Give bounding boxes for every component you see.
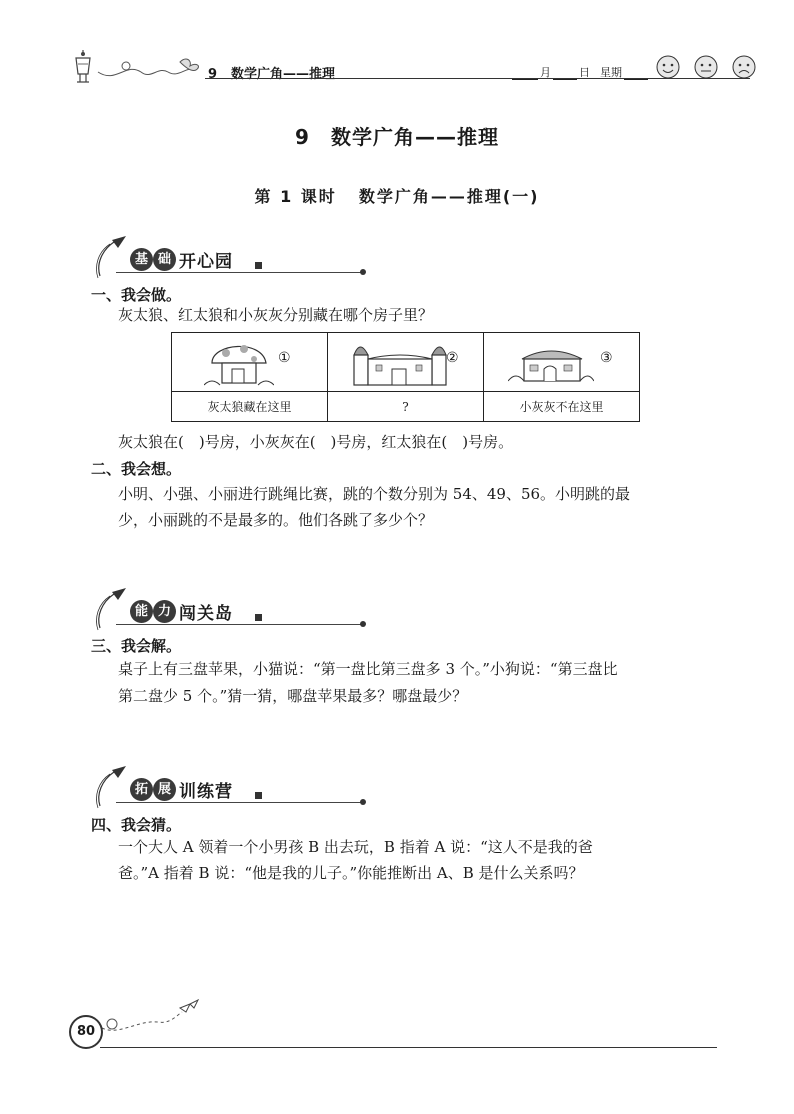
section-name: 闯关岛 bbox=[179, 604, 233, 624]
chapter-title: 9 数学广角——推理 bbox=[295, 125, 499, 149]
section-badge-char2: 力 bbox=[153, 600, 176, 623]
header-chapter-title bbox=[208, 63, 335, 82]
q4-heading: 四、我会猜。 bbox=[91, 816, 182, 834]
page-number: 80 bbox=[69, 1015, 103, 1049]
mushroom-house-icon bbox=[204, 337, 274, 389]
header-chapter-name: 数学广角——推理 bbox=[231, 67, 336, 82]
q1-answer-line: 灰太狼在( )号房，小灰灰在( )号房，红太狼在( )号房。 bbox=[118, 433, 514, 451]
house-cell-2 bbox=[328, 333, 484, 392]
section-badge-char1: 基 bbox=[130, 248, 153, 271]
lamp-icon bbox=[68, 48, 98, 88]
q2-line-2: 少，小丽跳的不是最多的。他们各跳了多少个？ bbox=[118, 511, 434, 529]
section-badge-char2: 展 bbox=[153, 778, 176, 801]
section-name: 训练营 bbox=[179, 782, 233, 802]
header-rule bbox=[205, 78, 750, 79]
day-label: 日 bbox=[579, 66, 590, 79]
house-clue-1: 灰太狼藏在这里 bbox=[172, 392, 328, 422]
lesson-prefix: 第 1 课时 bbox=[254, 187, 337, 206]
houses-table bbox=[171, 332, 640, 422]
section-badge-char1: 拓 bbox=[130, 778, 153, 801]
lesson-title bbox=[0, 184, 794, 207]
swirl-decoration-icon bbox=[96, 54, 208, 84]
stone-house-icon bbox=[508, 343, 594, 387]
weekday-label: 星期 bbox=[600, 66, 622, 79]
lesson-name: 数学广角——推理(一) bbox=[358, 187, 540, 206]
q3-line-2: 第二盘少 5 个。”猜一猜，哪盘苹果最多？哪盘最少？ bbox=[118, 687, 468, 705]
house-clue-3: 小灰灰不在这里 bbox=[484, 392, 640, 422]
paintbrush-icon bbox=[92, 588, 132, 634]
month-label: 月 bbox=[540, 66, 551, 79]
header-chapter-number: 9 bbox=[208, 67, 218, 82]
house-clue-2: ? bbox=[328, 392, 484, 422]
section-badge-char2: 础 bbox=[153, 248, 176, 271]
section-name: 开心园 bbox=[179, 252, 233, 272]
house-number-3: ③ bbox=[600, 350, 613, 366]
q2-heading: 二、我会想。 bbox=[91, 460, 182, 478]
q2-line-1: 小明、小强、小丽进行跳绳比赛，跳的个数分别为 54、49、56。小明跳的最 bbox=[118, 485, 631, 503]
house-number-2: ② bbox=[446, 350, 459, 366]
paintbrush-icon bbox=[92, 236, 132, 282]
house-number-1: ① bbox=[278, 350, 291, 366]
paintbrush-icon bbox=[92, 766, 132, 812]
q1-prompt: 灰太狼、红太狼和小灰灰分别藏在哪个房子里？ bbox=[118, 306, 434, 324]
house-cell-3 bbox=[484, 333, 640, 392]
castle-house-icon bbox=[350, 337, 450, 389]
section-badge-char1: 能 bbox=[130, 600, 153, 623]
section-banner-extension bbox=[92, 766, 372, 812]
house-cell-1 bbox=[172, 333, 328, 392]
q1-heading: 一、我会做。 bbox=[91, 286, 182, 304]
q4-line-2: 爸。”A 指着 B 说：“他是我的儿子。”你能推断出 A、B 是什么关系吗？ bbox=[118, 864, 584, 882]
q3-line-1: 桌子上有三盘苹果，小猫说：“第一盘比第三盘多 3 个。”小狗说：“第三盘比 bbox=[118, 660, 618, 678]
section-banner-basic bbox=[92, 236, 372, 282]
bird-trail-decoration-icon bbox=[98, 998, 208, 1038]
footer-rule bbox=[100, 1047, 717, 1048]
mood-faces-icon bbox=[654, 53, 758, 81]
q3-heading: 三、我会解。 bbox=[91, 637, 182, 655]
section-banner-ability bbox=[92, 588, 372, 634]
q4-line-1: 一个大人 A 领着一个小男孩 B 出去玩，B 指着 A 说：“这人不是我的爸 bbox=[118, 838, 593, 856]
